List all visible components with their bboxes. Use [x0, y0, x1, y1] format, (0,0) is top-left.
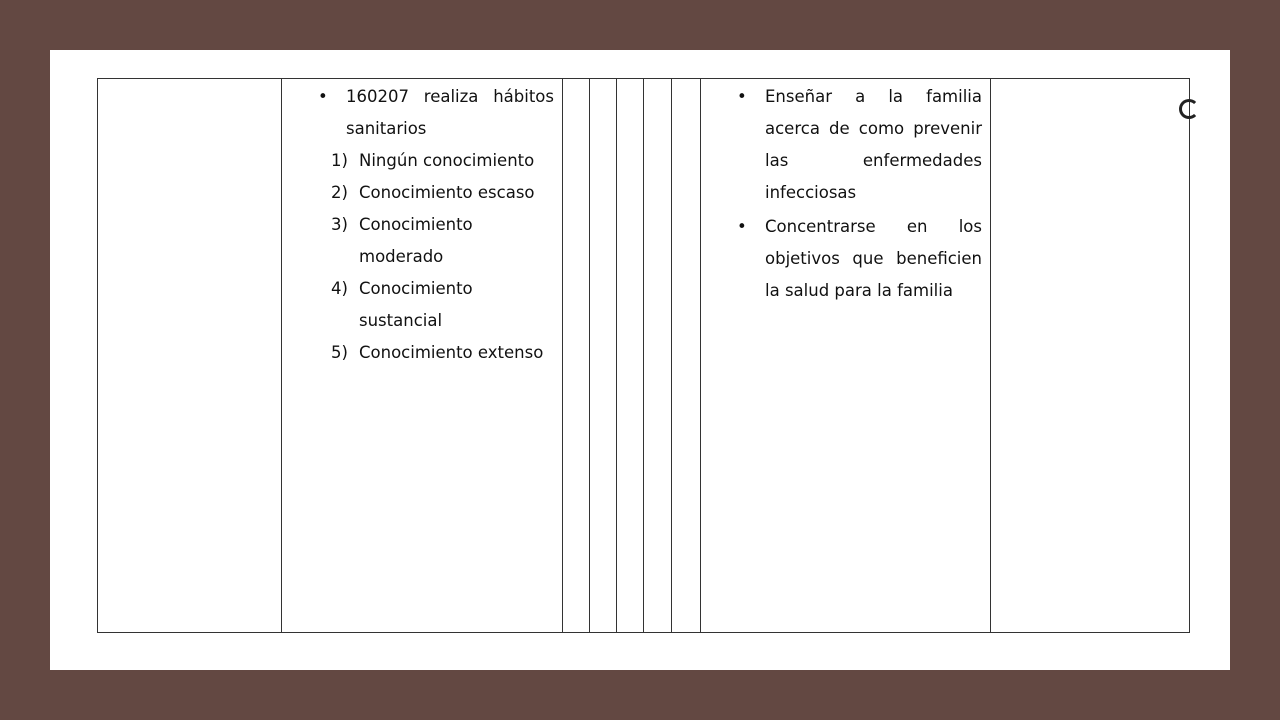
knowledge-scale: [282, 145, 554, 369]
rating-cell-1: [563, 79, 590, 633]
scale-number: 3): [331, 215, 348, 234]
bullet-icon: •: [318, 87, 328, 106]
scale-number: 1): [331, 151, 348, 170]
indicator-list: [282, 81, 554, 145]
scale-item: [282, 209, 554, 273]
empty-cell-right: [991, 79, 1190, 633]
activity-text: Concentrarse en los objetivos que beneficien la salud para la familia: [765, 217, 982, 300]
scale-label: Conocimiento extenso: [359, 343, 544, 362]
scale-label: Conocimiento escaso: [359, 183, 535, 202]
bullet-icon: •: [737, 217, 747, 236]
scale-number: 4): [331, 279, 348, 298]
indicator-cell: [282, 79, 563, 633]
care-plan-table: [97, 78, 1190, 633]
scale-number: 5): [331, 343, 348, 362]
scale-item: [282, 273, 554, 337]
scale-item: [282, 337, 554, 369]
activities-cell: [701, 79, 991, 633]
table-row: [98, 79, 1190, 633]
indicator-title: 160207 realiza hábitos sanitarios: [346, 87, 554, 138]
activity-text: Enseñar a la familia acerca de como prevenir las enfermedades infecciosas: [765, 87, 982, 202]
scale-label: Conocimiento moderado: [359, 215, 473, 266]
activities-list: [701, 81, 982, 307]
scale-label: Conocimiento sustancial: [359, 279, 473, 330]
rating-cell-5: [672, 79, 701, 633]
empty-cell-left: [98, 79, 282, 633]
rating-cell-4: [644, 79, 672, 633]
rating-cell-3: [617, 79, 644, 633]
scale-item: [282, 145, 554, 177]
activity-item: [701, 211, 982, 307]
cropped-circle-icon: [1179, 99, 1199, 119]
scale-item: [282, 177, 554, 209]
scale-label: Ningún conocimiento: [359, 151, 535, 170]
activity-item: [701, 81, 982, 209]
rating-cell-2: [590, 79, 617, 633]
slide-page: [50, 50, 1230, 670]
bullet-icon: •: [737, 87, 747, 106]
indicator-item: [282, 81, 554, 145]
scale-number: 2): [331, 183, 348, 202]
